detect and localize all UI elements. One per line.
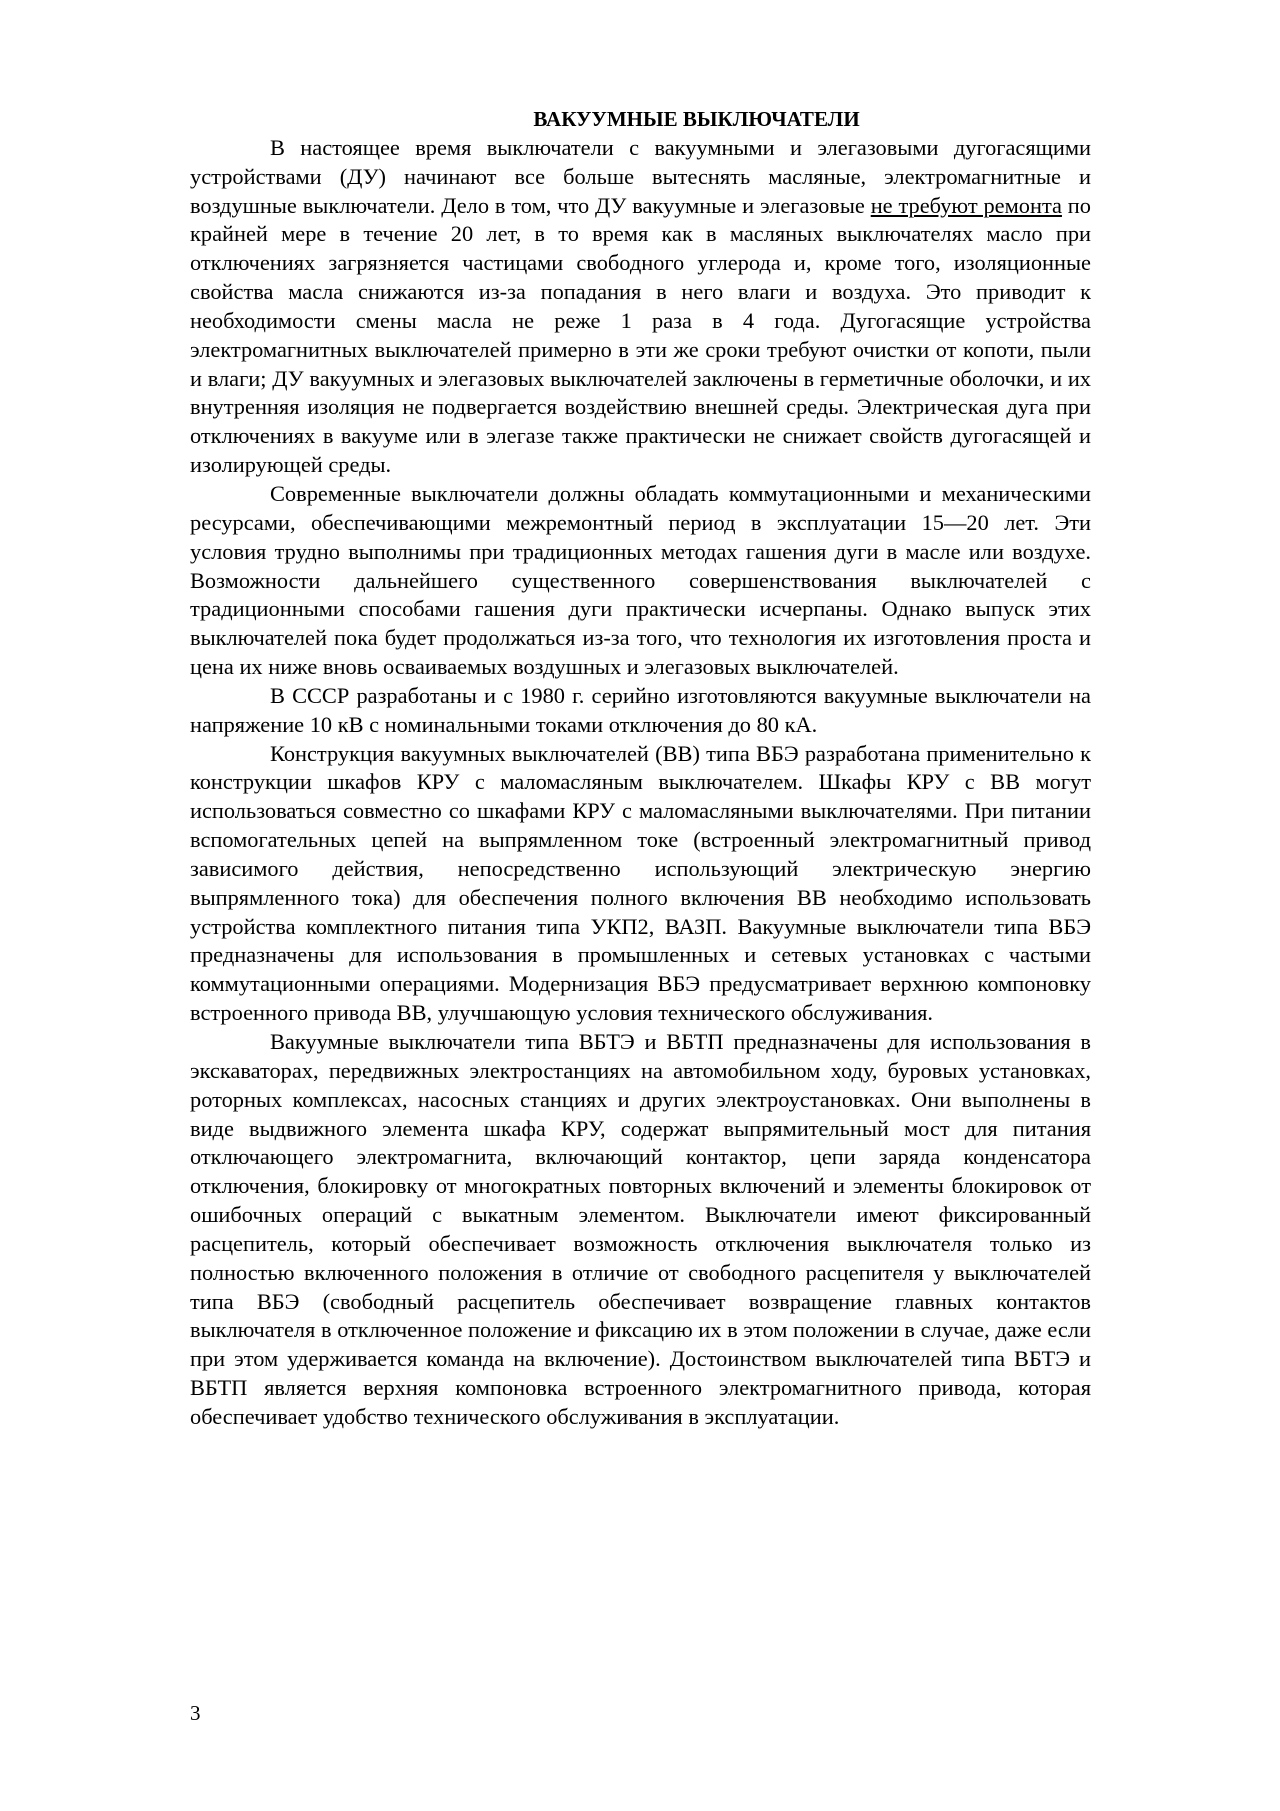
paragraph-2: Современные выключатели должны обладать коммутационными и механическими ресурсами, обеспечивающими межремонтный период в эксплуатации 15—20 лет. Эти условия трудно выполнимы при традиционных методах гашения дуги в масле или воздухе. Возможности дальнейшего существенного совершенствования выключателей с традиционными способами гашения дуги практически исчерпаны. Однако выпуск этих выключателей пока будет продолжаться из-за того, что технология их изготовления проста и цена их ниже вновь осваиваемых воздушных и элегазовых выключателей. <box>190 480 1091 680</box>
paragraph-1-text-before: В настоящее время выключатели с вакуумными и элегазовыми дугогасящими устройствами (ДУ) начинают все больше вытеснять масляные, электромагнитные и воздушные выключатели. Дело в том, что ДУ вакуумные и элегазовые <box>190 134 1091 218</box>
paragraph-5: Вакуумные выключатели типа ВБТЭ и ВБТП предназначены для использования в экскаваторах, передвижных электростанциях на автомобильном ходу, буровых установках, роторных комплексах, насосных станциях и других электроустановках. Они выполнены в виде выдвижного элемента шкафа КРУ, содержат выпрямительный мост для питания отключающего электромагнита, включающий контактор, цепи заряда конденсатора отключения, блокировку от многократных повторных включений и элементы блокировок от ошибочных операций с выкатным элементом. Выключатели имеют фиксированный расцепитель, который обеспечивает возможность отключения выключателя только из полностью включенного положения в отличие от свободного расцепителя у выключателей типа ВБЭ (свободный расцепитель обеспечивает возвращение главных контактов выключателя в отключенное положение и фиксацию их в этом положении в случае, даже если при этом удерживается команда на включение). Достоинством выключателей типа ВБТЭ и ВБТП является верхняя компоновка встроенного электромагнитного привода, которая обеспечивает удобство технического обслуживания в эксплуатации. <box>190 1029 1091 1429</box>
page-number: 3 <box>190 1701 201 1725</box>
page-content <box>190 105 1091 1432</box>
paragraph-1 <box>190 134 1091 480</box>
document-title: ВАКУУМНЫЕ ВЫКЛЮЧАТЕЛИ <box>533 107 860 131</box>
underlined-phrase: не требуют ремонта <box>870 192 1062 218</box>
paragraph-1-text-after: по крайней мере в течение 20 лет, в то время как в масляных выключателях масло при отключениях загрязняется частицами свободного углерода и, кроме того, изоляционные свойства масла снижаются из-за попадания в него влаги и воздуха. Это приводит к необходимости смены масла не реже 1 раза в 4 года. Дугогасящие устройства электромагнитных выключателей примерно в эти же сроки требуют очистки от копоти, пыли и влаги; ДУ вакуумных и элегазовых выключателей заключены в герметичные оболочки, и их внутренняя изоляция не подвергается воздействию внешней среды. Электрическая дуга при отключениях в вакууме или в элегазе также практически не снижает свойств дугогасящей и изолирующей среды. <box>190 192 1091 478</box>
paragraph-3: В СССР разработаны и с 1980 г. серийно изготовляются вакуумные выключатели на напряжение 10 кВ с номинальными токами отключения до 80 кА. <box>190 682 1091 737</box>
paragraph-4: Конструкция вакуумных выключателей (ВВ) типа ВБЭ разработана применительно к конструкции шкафов КРУ с маломасляным выключателем. Шкафы КРУ с ВВ могут использоваться совместно со шкафами КРУ с маломасляными выключателями. При питании вспомогательных цепей на выпрямленном токе (встроенный электромагнитный привод зависимого действия, непосредственно использующий электрическую энергию выпрямленного тока) для обеспечения полного включения ВВ необходимо использовать устройства комплектного питания типа УКП2, ВАЗП. Вакуумные выключатели типа ВБЭ предназначены для использования в промышленных и сетевых установках с частыми коммутационными операциями. Модернизация ВБЭ предусматривает верхнюю компоновку встроенного привода ВВ, улучшающую условия технического обслуживания. <box>190 740 1091 1026</box>
